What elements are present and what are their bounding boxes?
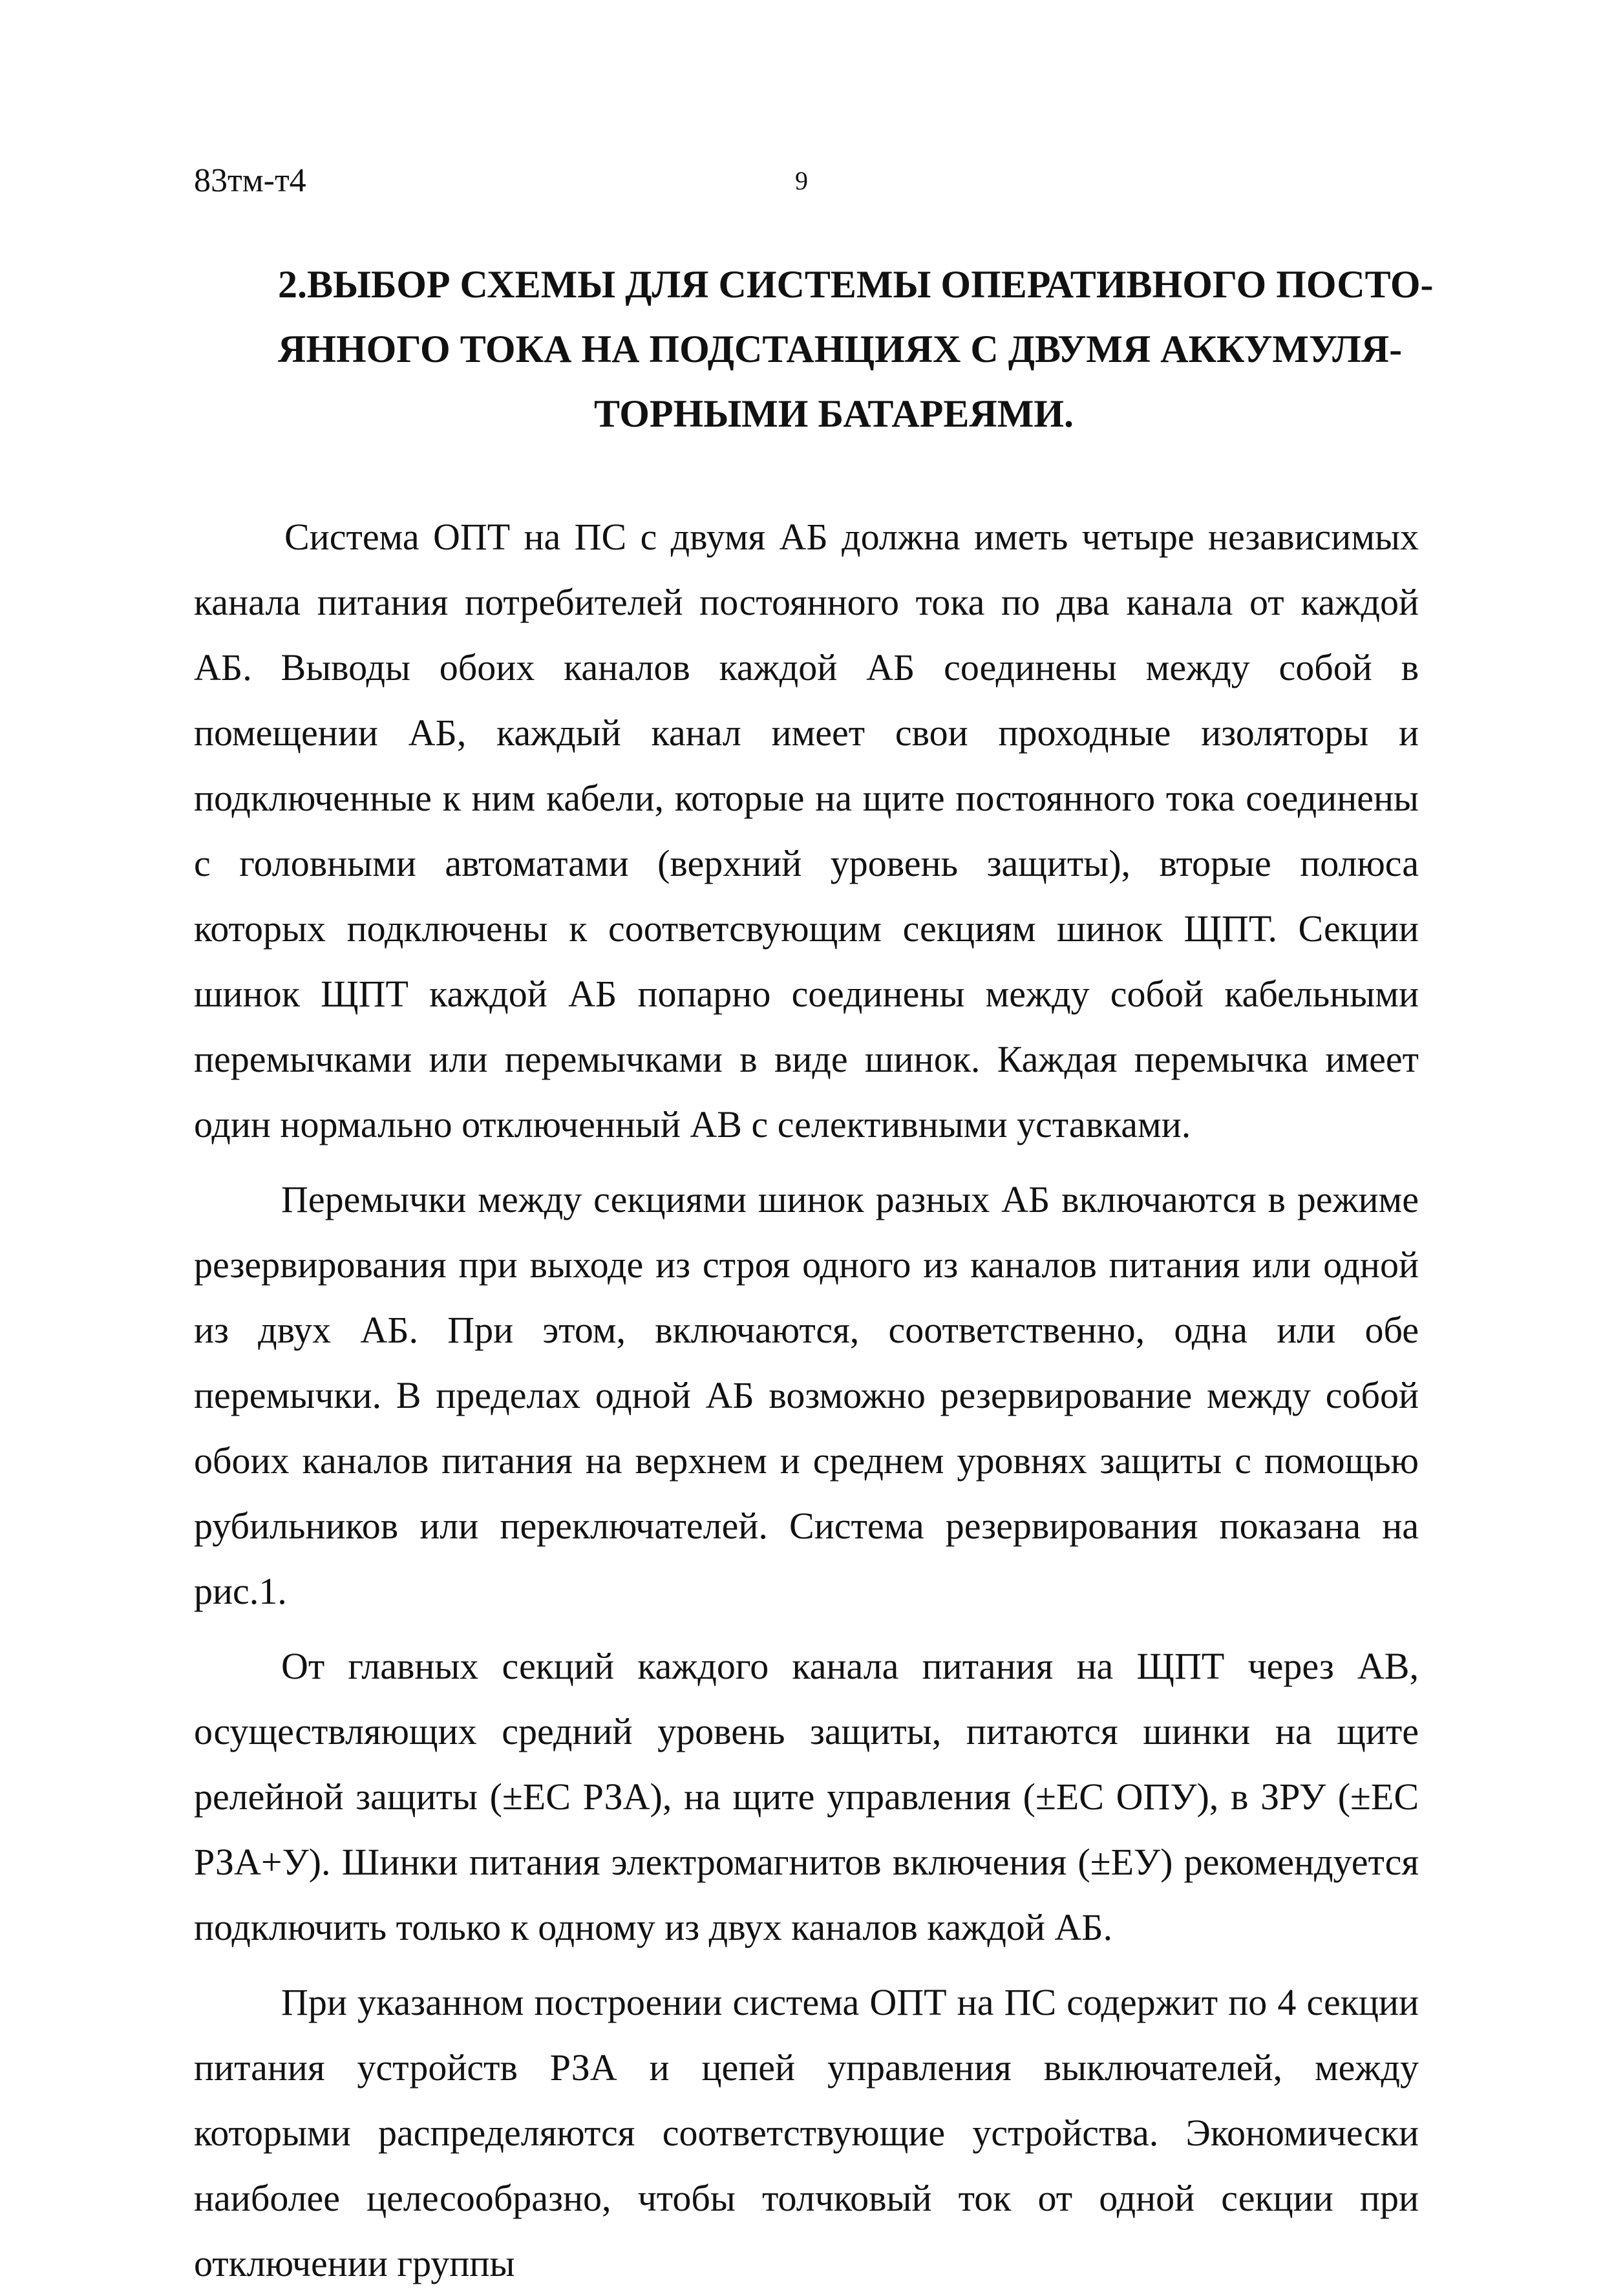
heading-line: 2.ВЫБОР СХЕМЫ ДЛЯ СИСТЕМЫ ОПЕРАТИВНОГО ПОСТО- xyxy=(278,263,1434,306)
paragraph: Система ОПТ на ПС с двумя АБ должна иметь четыре независимых канала питания потребителей постоянного тока по два канала от каждой АБ. Выводы обоих каналов каждой АБ соединены между собой в помещении АБ, каждый канал имеет свои проходные изоляторы и подключенные к ним кабели, которые на щите постоянного тока соединены с головными автоматами (верхний уровень защиты), вторые полюса которых подключены к соответсвующим секциям шинок ЩПТ. Секции шинок ЩПТ каждой АБ попарно соединены между собой кабельными перемычками или перемычками в виде шинок. Каждая перемычка имеет один нормально отключенный АВ с селективными уставками. xyxy=(194,516,1419,1145)
heading-line: ЯННОГО ТОКА НА ПОДСТАНЦИЯХ С ДВУМЯ АККУМУЛЯ- xyxy=(278,328,1403,370)
body-text xyxy=(194,504,1419,2296)
page-number: 9 xyxy=(795,166,808,195)
paragraph: От главных секций каждого канала питания на ЩПТ через АВ, осуществляющих средний уровень защиты, питаются шинки на щите релейной защиты (±ЕС РЗА), на щите управления (±ЕС ОПУ), в ЗРУ (±ЕС РЗА+У). Шинки питания электромагнитов включения (±ЕУ) рекомендуется подключить только к одному из двух каналов каждой АБ. xyxy=(194,1645,1419,1948)
document-code: 83тм-т4 xyxy=(194,162,306,199)
paragraph: Перемычки между секциями шинок разных АБ включаются в режиме резервирования при выходе из строя одного из каналов питания или одной из двух АБ. При этом, включаются, соответственно, одна или обе перемычки. В пределах одной АБ возможно резервирование между собой обоих каналов питания на верхнем и среднем уровнях защиты с помощью рубильников или переключателей. Система резервирования показана на рис.1. xyxy=(194,1178,1419,1612)
paragraph: При указанном построении система ОПТ на ПС содержит по 4 секции питания устройств РЗА и цепей управления выключателей, между которыми распределяются соответствующие устройства. Экономически наиболее целесообразно, чтобы толчковый ток от одной секции при отключении группы xyxy=(194,1981,1419,2284)
heading-line: ТОРНЫМИ БАТАРЕЯМИ. xyxy=(593,392,1074,435)
section-heading xyxy=(278,252,1434,446)
